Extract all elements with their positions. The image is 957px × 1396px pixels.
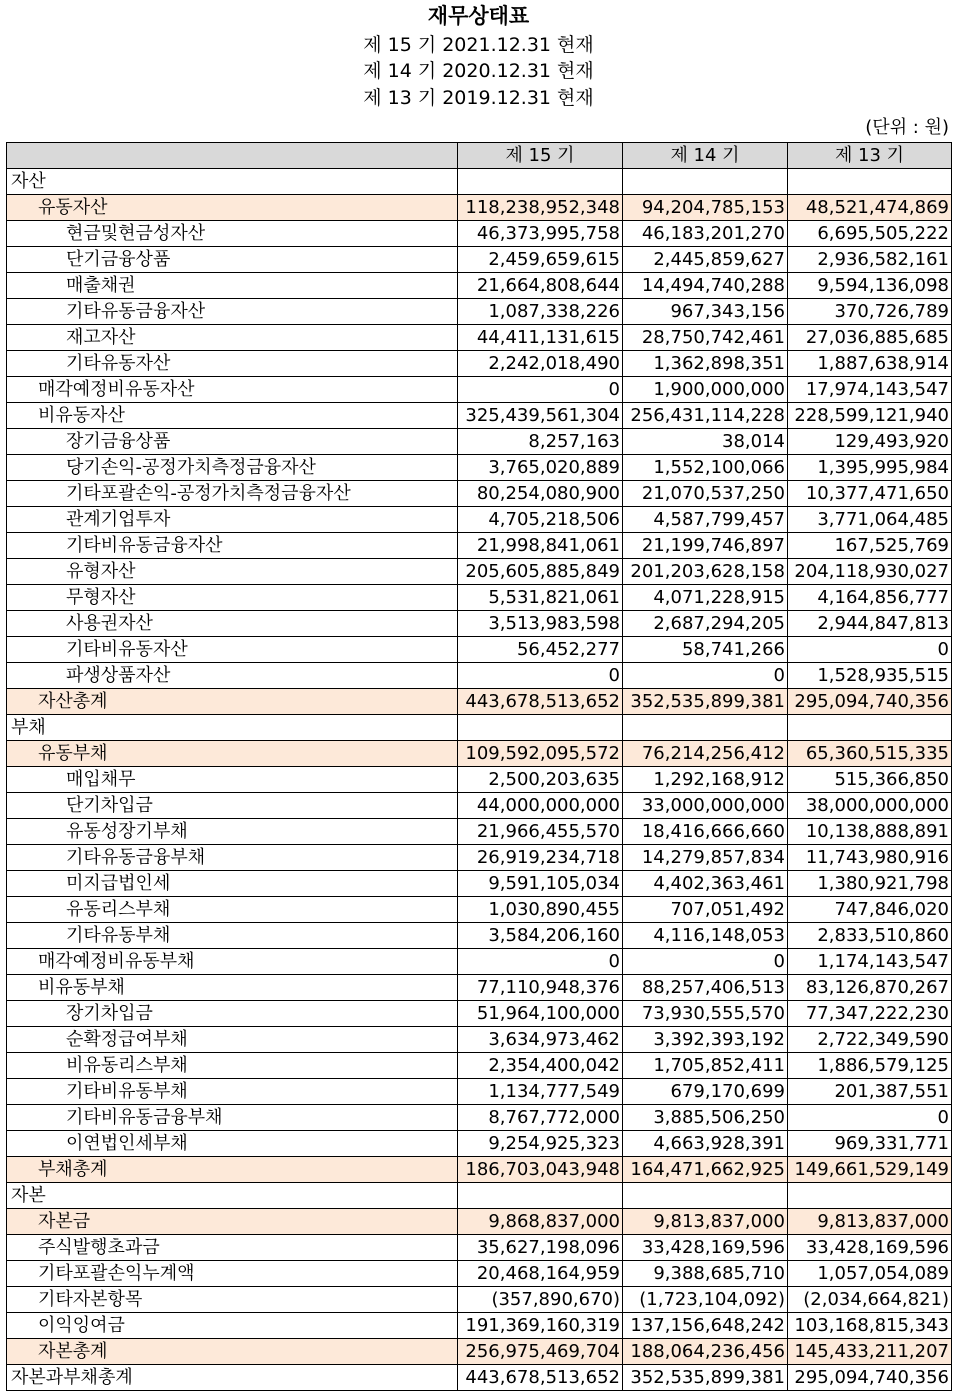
row-label: 이연법인세부채 bbox=[7, 1131, 458, 1157]
row-value: 58,741,266 bbox=[623, 637, 788, 663]
row-value: 44,411,131,615 bbox=[458, 325, 623, 351]
row-value: 149,661,529,149 bbox=[788, 1157, 952, 1183]
row-value: 256,975,469,704 bbox=[458, 1339, 623, 1365]
row-label: 비유동자산 bbox=[7, 403, 458, 429]
table-row bbox=[7, 377, 952, 403]
row-value: 1,887,638,914 bbox=[788, 351, 952, 377]
table-row bbox=[7, 793, 952, 819]
row-label: 기타유동부채 bbox=[7, 923, 458, 949]
row-value: 33,428,169,596 bbox=[623, 1235, 788, 1261]
row-value: 2,459,659,615 bbox=[458, 247, 623, 273]
row-value bbox=[788, 169, 952, 195]
table-row bbox=[7, 1001, 952, 1027]
row-value: 1,380,921,798 bbox=[788, 871, 952, 897]
row-value: 11,743,980,916 bbox=[788, 845, 952, 871]
row-value: 9,591,105,034 bbox=[458, 871, 623, 897]
row-value: 76,214,256,412 bbox=[623, 741, 788, 767]
page-title: 재무상태표 bbox=[427, 4, 530, 28]
column-header-15: 제 15 기 bbox=[458, 143, 623, 169]
row-label: 매각예정비유동부채 bbox=[7, 949, 458, 975]
row-value: 515,366,850 bbox=[788, 767, 952, 793]
row-value bbox=[788, 715, 952, 741]
row-label: 관계기업투자 bbox=[7, 507, 458, 533]
unit-label: (단위 : 원) bbox=[865, 117, 949, 138]
row-label: 자본과부채총계 bbox=[7, 1365, 458, 1391]
row-value: 9,813,837,000 bbox=[788, 1209, 952, 1235]
row-value: 21,070,537,250 bbox=[623, 481, 788, 507]
row-value: 2,445,859,627 bbox=[623, 247, 788, 273]
row-value: 967,343,156 bbox=[623, 299, 788, 325]
row-value: 51,964,100,000 bbox=[458, 1001, 623, 1027]
row-value: 295,094,740,356 bbox=[788, 689, 952, 715]
table-row bbox=[7, 1027, 952, 1053]
row-value: 38,000,000,000 bbox=[788, 793, 952, 819]
table-row bbox=[7, 1339, 952, 1365]
table-row bbox=[7, 533, 952, 559]
row-value: 3,392,393,192 bbox=[623, 1027, 788, 1053]
period-line-13: 제 13 기 2019.12.31 현재 bbox=[363, 87, 594, 109]
row-value: 10,138,888,891 bbox=[788, 819, 952, 845]
row-value: 0 bbox=[458, 377, 623, 403]
row-value: 191,369,160,319 bbox=[458, 1313, 623, 1339]
row-label: 장기차입금 bbox=[7, 1001, 458, 1027]
row-value: 370,726,789 bbox=[788, 299, 952, 325]
row-value: 88,257,406,513 bbox=[623, 975, 788, 1001]
table-row bbox=[7, 689, 952, 715]
row-value: 48,521,474,869 bbox=[788, 195, 952, 221]
row-value: 679,170,699 bbox=[623, 1079, 788, 1105]
row-value bbox=[458, 715, 623, 741]
row-value: 4,705,218,506 bbox=[458, 507, 623, 533]
row-value: 4,071,228,915 bbox=[623, 585, 788, 611]
table-row bbox=[7, 195, 952, 221]
table-row bbox=[7, 1131, 952, 1157]
row-label: 기타비유동금융자산 bbox=[7, 533, 458, 559]
row-value bbox=[458, 1183, 623, 1209]
row-value: 118,238,952,348 bbox=[458, 195, 623, 221]
row-value: 109,592,095,572 bbox=[458, 741, 623, 767]
row-label: 순확정급여부채 bbox=[7, 1027, 458, 1053]
row-value: 969,331,771 bbox=[788, 1131, 952, 1157]
row-value: 205,605,885,849 bbox=[458, 559, 623, 585]
row-label: 기타포괄손익-공정가치측정금융자산 bbox=[7, 481, 458, 507]
row-label: 자본금 bbox=[7, 1209, 458, 1235]
row-value: 35,627,198,096 bbox=[458, 1235, 623, 1261]
row-value: 4,663,928,391 bbox=[623, 1131, 788, 1157]
row-value: 1,030,890,455 bbox=[458, 897, 623, 923]
row-value: 4,402,363,461 bbox=[623, 871, 788, 897]
table-row bbox=[7, 325, 952, 351]
table-row bbox=[7, 1157, 952, 1183]
row-label: 재고자산 bbox=[7, 325, 458, 351]
row-value: 2,944,847,813 bbox=[788, 611, 952, 637]
table-row bbox=[7, 273, 952, 299]
row-label: 기타비유동자산 bbox=[7, 637, 458, 663]
row-label: 장기금융상품 bbox=[7, 429, 458, 455]
row-label: 유동성장기부채 bbox=[7, 819, 458, 845]
row-label: 자본총계 bbox=[7, 1339, 458, 1365]
row-value: 83,126,870,267 bbox=[788, 975, 952, 1001]
row-value: 46,183,201,270 bbox=[623, 221, 788, 247]
row-value: 1,395,995,984 bbox=[788, 455, 952, 481]
table-row bbox=[7, 1261, 952, 1287]
row-value: 1,528,935,515 bbox=[788, 663, 952, 689]
row-value: 3,765,020,889 bbox=[458, 455, 623, 481]
row-value: (357,890,670) bbox=[458, 1287, 623, 1313]
row-value bbox=[623, 715, 788, 741]
row-value: 77,110,948,376 bbox=[458, 975, 623, 1001]
table-row bbox=[7, 169, 952, 195]
row-label: 매입채무 bbox=[7, 767, 458, 793]
column-header-13: 제 13 기 bbox=[788, 143, 952, 169]
row-value: 1,705,852,411 bbox=[623, 1053, 788, 1079]
table-row bbox=[7, 585, 952, 611]
row-label: 기타비유동부채 bbox=[7, 1079, 458, 1105]
row-label: 단기차입금 bbox=[7, 793, 458, 819]
table-row bbox=[7, 221, 952, 247]
table-row bbox=[7, 637, 952, 663]
row-value: 1,174,143,547 bbox=[788, 949, 952, 975]
row-value: 167,525,769 bbox=[788, 533, 952, 559]
row-label: 현금및현금성자산 bbox=[7, 221, 458, 247]
row-value: 145,433,211,207 bbox=[788, 1339, 952, 1365]
table-row bbox=[7, 299, 952, 325]
row-value: 21,664,808,644 bbox=[458, 273, 623, 299]
row-value: 3,584,206,160 bbox=[458, 923, 623, 949]
row-value bbox=[623, 1183, 788, 1209]
row-label: 이익잉여금 bbox=[7, 1313, 458, 1339]
row-value: 14,494,740,288 bbox=[623, 273, 788, 299]
row-value: 325,439,561,304 bbox=[458, 403, 623, 429]
row-label: 매각예정비유동자산 bbox=[7, 377, 458, 403]
row-value: 3,513,983,598 bbox=[458, 611, 623, 637]
table-row bbox=[7, 1235, 952, 1261]
row-label: 파생상품자산 bbox=[7, 663, 458, 689]
table-row bbox=[7, 611, 952, 637]
table-row bbox=[7, 975, 952, 1001]
table-row bbox=[7, 819, 952, 845]
row-value: 21,199,746,897 bbox=[623, 533, 788, 559]
row-value bbox=[788, 1183, 952, 1209]
row-value: 77,347,222,230 bbox=[788, 1001, 952, 1027]
table-row bbox=[7, 845, 952, 871]
row-label: 기타유동금융자산 bbox=[7, 299, 458, 325]
row-value: 18,416,666,660 bbox=[623, 819, 788, 845]
row-label: 부채총계 bbox=[7, 1157, 458, 1183]
row-value: 9,868,837,000 bbox=[458, 1209, 623, 1235]
row-label: 주식발행초과금 bbox=[7, 1235, 458, 1261]
row-label: 미지급법인세 bbox=[7, 871, 458, 897]
row-value: 1,057,054,089 bbox=[788, 1261, 952, 1287]
row-value: 201,203,628,158 bbox=[623, 559, 788, 585]
row-value: 1,552,100,066 bbox=[623, 455, 788, 481]
table-row bbox=[7, 1313, 952, 1339]
row-label: 당기손익-공정가치측정금융자산 bbox=[7, 455, 458, 481]
row-value: 21,998,841,061 bbox=[458, 533, 623, 559]
row-value: 1,900,000,000 bbox=[623, 377, 788, 403]
table-row bbox=[7, 1105, 952, 1131]
row-value: 707,051,492 bbox=[623, 897, 788, 923]
row-value: 201,387,551 bbox=[788, 1079, 952, 1105]
row-value: 188,064,236,456 bbox=[623, 1339, 788, 1365]
row-value: 9,254,925,323 bbox=[458, 1131, 623, 1157]
table-row bbox=[7, 1183, 952, 1209]
row-value: 3,634,973,462 bbox=[458, 1027, 623, 1053]
row-value: (2,034,664,821) bbox=[788, 1287, 952, 1313]
row-value: 14,279,857,834 bbox=[623, 845, 788, 871]
row-value: 1,134,777,549 bbox=[458, 1079, 623, 1105]
row-value: 352,535,899,381 bbox=[623, 689, 788, 715]
row-value: 4,164,856,777 bbox=[788, 585, 952, 611]
row-value: 10,377,471,650 bbox=[788, 481, 952, 507]
row-value: 65,360,515,335 bbox=[788, 741, 952, 767]
table-row bbox=[7, 351, 952, 377]
row-value: 443,678,513,652 bbox=[458, 689, 623, 715]
row-value: 28,750,742,461 bbox=[623, 325, 788, 351]
row-value: 33,000,000,000 bbox=[623, 793, 788, 819]
table-row bbox=[7, 923, 952, 949]
table-row bbox=[7, 1209, 952, 1235]
row-value: 228,599,121,940 bbox=[788, 403, 952, 429]
row-value: 1,087,338,226 bbox=[458, 299, 623, 325]
row-value: 0 bbox=[623, 663, 788, 689]
row-value: 0 bbox=[458, 663, 623, 689]
row-value: 4,116,148,053 bbox=[623, 923, 788, 949]
row-label: 매출채권 bbox=[7, 273, 458, 299]
row-value: (1,723,104,092) bbox=[623, 1287, 788, 1313]
table-row bbox=[7, 897, 952, 923]
table-row bbox=[7, 741, 952, 767]
row-value: 56,452,277 bbox=[458, 637, 623, 663]
row-label: 무형자산 bbox=[7, 585, 458, 611]
row-value: 38,014 bbox=[623, 429, 788, 455]
row-value: 80,254,080,900 bbox=[458, 481, 623, 507]
row-value: 0 bbox=[788, 1105, 952, 1131]
row-value: 443,678,513,652 bbox=[458, 1365, 623, 1391]
row-label: 유동리스부채 bbox=[7, 897, 458, 923]
row-label: 자산총계 bbox=[7, 689, 458, 715]
row-value: 4,587,799,457 bbox=[623, 507, 788, 533]
row-value: 1,292,168,912 bbox=[623, 767, 788, 793]
row-label: 유동부채 bbox=[7, 741, 458, 767]
row-label: 기타포괄손익누계액 bbox=[7, 1261, 458, 1287]
table-row bbox=[7, 559, 952, 585]
row-value: 2,500,203,635 bbox=[458, 767, 623, 793]
row-value: 20,468,164,959 bbox=[458, 1261, 623, 1287]
table-row bbox=[7, 1053, 952, 1079]
row-value: 17,974,143,547 bbox=[788, 377, 952, 403]
row-value: 256,431,114,228 bbox=[623, 403, 788, 429]
period-line-14: 제 14 기 2020.12.31 현재 bbox=[363, 60, 594, 82]
row-value: 2,242,018,490 bbox=[458, 351, 623, 377]
row-value: 8,257,163 bbox=[458, 429, 623, 455]
table-row bbox=[7, 455, 952, 481]
row-value bbox=[458, 169, 623, 195]
row-value: 295,094,740,356 bbox=[788, 1365, 952, 1391]
row-label: 사용권자산 bbox=[7, 611, 458, 637]
row-value: 46,373,995,758 bbox=[458, 221, 623, 247]
row-value: 6,695,505,222 bbox=[788, 221, 952, 247]
period-line-15: 제 15 기 2021.12.31 현재 bbox=[363, 34, 594, 56]
row-label: 유형자산 bbox=[7, 559, 458, 585]
row-value: 26,919,234,718 bbox=[458, 845, 623, 871]
row-value: 5,531,821,061 bbox=[458, 585, 623, 611]
row-value: 3,771,064,485 bbox=[788, 507, 952, 533]
row-label: 자본 bbox=[7, 1183, 458, 1209]
row-value: 9,813,837,000 bbox=[623, 1209, 788, 1235]
row-value: 44,000,000,000 bbox=[458, 793, 623, 819]
row-label: 부채 bbox=[7, 715, 458, 741]
table-row bbox=[7, 663, 952, 689]
row-value bbox=[623, 169, 788, 195]
row-value: 164,471,662,925 bbox=[623, 1157, 788, 1183]
row-value: 186,703,043,948 bbox=[458, 1157, 623, 1183]
row-value: 2,722,349,590 bbox=[788, 1027, 952, 1053]
row-value: 103,168,815,343 bbox=[788, 1313, 952, 1339]
row-value: 747,846,020 bbox=[788, 897, 952, 923]
table-row bbox=[7, 507, 952, 533]
row-value: 129,493,920 bbox=[788, 429, 952, 455]
row-label: 유동자산 bbox=[7, 195, 458, 221]
row-value: 27,036,885,685 bbox=[788, 325, 952, 351]
row-value: 8,767,772,000 bbox=[458, 1105, 623, 1131]
row-value: 1,886,579,125 bbox=[788, 1053, 952, 1079]
row-value: 94,204,785,153 bbox=[623, 195, 788, 221]
row-label: 자산 bbox=[7, 169, 458, 195]
table-row bbox=[7, 1365, 952, 1391]
row-value: 1,362,898,351 bbox=[623, 351, 788, 377]
row-label: 기타비유동금융부채 bbox=[7, 1105, 458, 1131]
row-label: 비유동리스부채 bbox=[7, 1053, 458, 1079]
row-value: 0 bbox=[623, 949, 788, 975]
table-header-row bbox=[7, 143, 952, 169]
row-value: 21,966,455,570 bbox=[458, 819, 623, 845]
row-value: 352,535,899,381 bbox=[623, 1365, 788, 1391]
table-row bbox=[7, 403, 952, 429]
row-label: 단기금융상품 bbox=[7, 247, 458, 273]
row-value: 3,885,506,250 bbox=[623, 1105, 788, 1131]
table-row bbox=[7, 429, 952, 455]
table-row bbox=[7, 949, 952, 975]
table-row bbox=[7, 871, 952, 897]
row-label: 기타유동자산 bbox=[7, 351, 458, 377]
table-row bbox=[7, 1287, 952, 1313]
row-value: 2,833,510,860 bbox=[788, 923, 952, 949]
row-value: 73,930,555,570 bbox=[623, 1001, 788, 1027]
row-value: 9,594,136,098 bbox=[788, 273, 952, 299]
header-label-cell bbox=[7, 143, 458, 169]
row-value: 33,428,169,596 bbox=[788, 1235, 952, 1261]
row-value: 204,118,930,027 bbox=[788, 559, 952, 585]
balance-sheet-table bbox=[6, 142, 952, 1391]
row-value: 2,936,582,161 bbox=[788, 247, 952, 273]
row-value: 9,388,685,710 bbox=[623, 1261, 788, 1287]
table-row bbox=[7, 247, 952, 273]
table-row bbox=[7, 481, 952, 507]
row-value: 0 bbox=[458, 949, 623, 975]
table-body bbox=[7, 169, 952, 1391]
row-label: 비유동부채 bbox=[7, 975, 458, 1001]
row-value: 2,354,400,042 bbox=[458, 1053, 623, 1079]
table-row bbox=[7, 715, 952, 741]
row-value: 2,687,294,205 bbox=[623, 611, 788, 637]
row-value: 0 bbox=[788, 637, 952, 663]
table-row bbox=[7, 1079, 952, 1105]
row-value: 137,156,648,242 bbox=[623, 1313, 788, 1339]
row-label: 기타자본항목 bbox=[7, 1287, 458, 1313]
table-row bbox=[7, 767, 952, 793]
column-header-14: 제 14 기 bbox=[623, 143, 788, 169]
row-label: 기타유동금융부채 bbox=[7, 845, 458, 871]
